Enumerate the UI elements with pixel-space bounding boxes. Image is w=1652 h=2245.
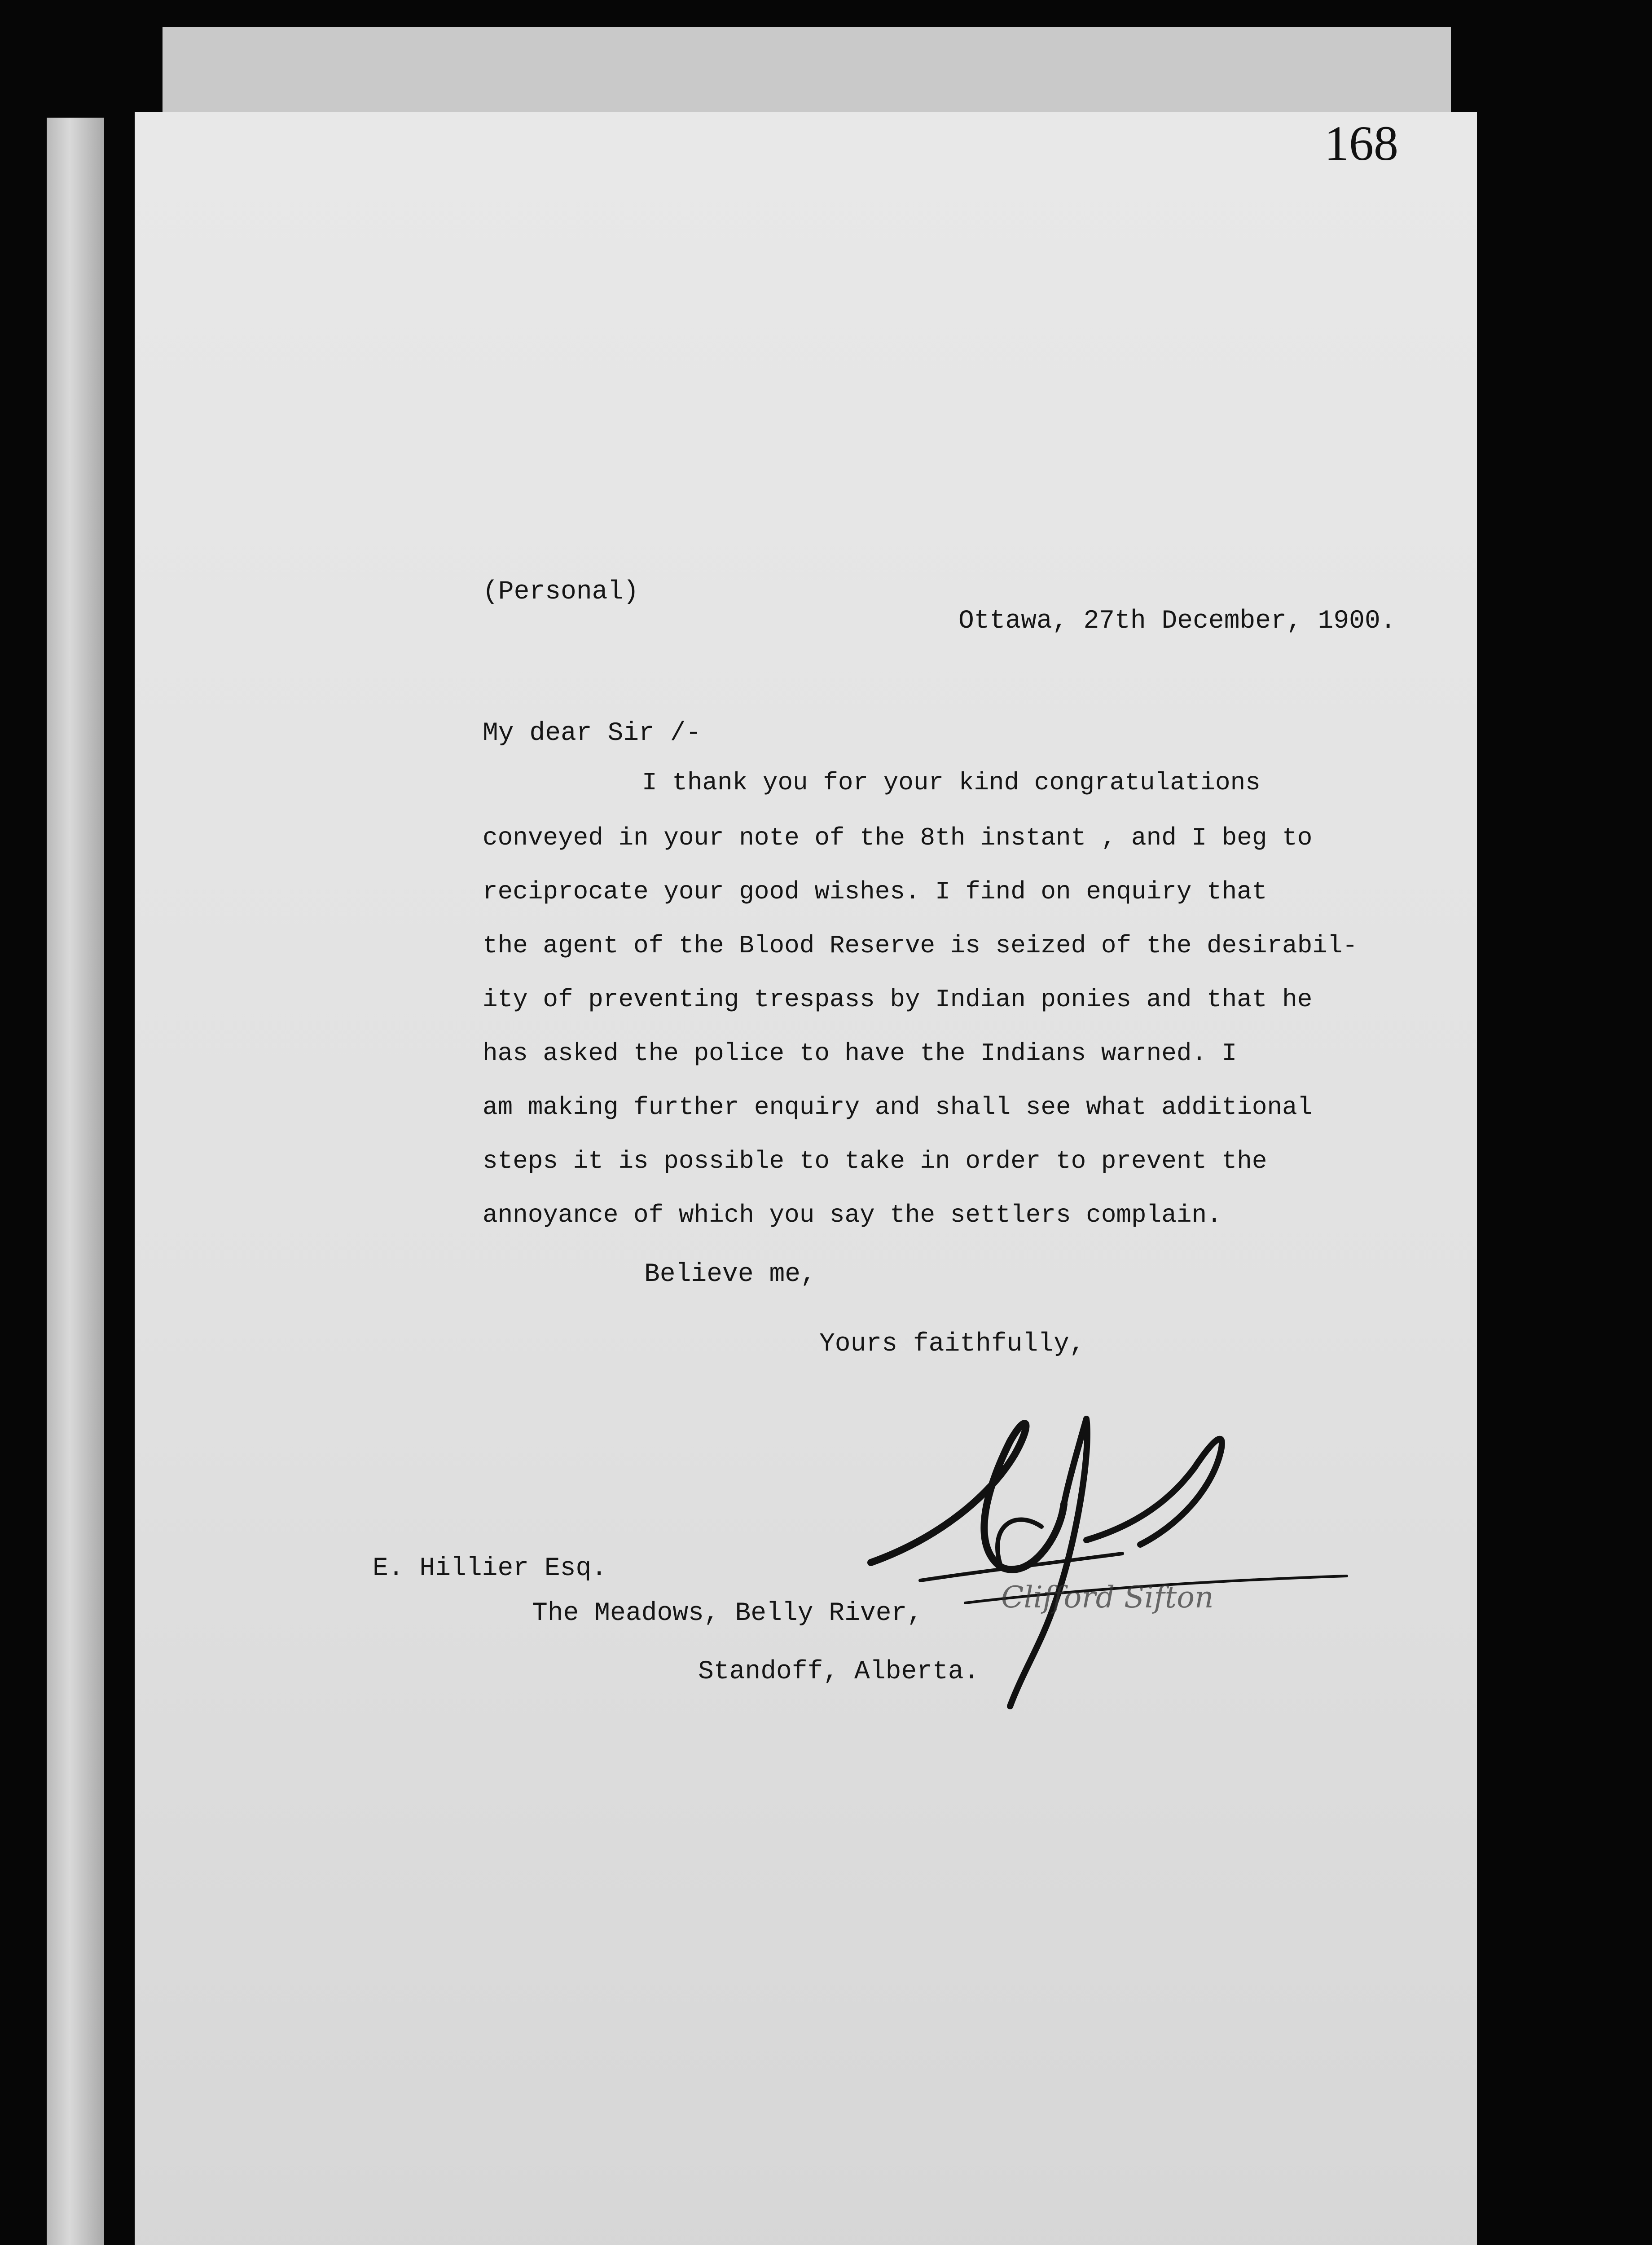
letter-page: [135, 112, 1477, 2245]
personal-marking: (Personal): [483, 577, 639, 607]
address-line: Standoff, Alberta.: [698, 1657, 980, 1686]
dateline: Ottawa, 27th December, 1900.: [958, 607, 1396, 636]
body-line: reciprocate your good wishes. I find on enquiry that: [483, 877, 1267, 906]
svg-text:Clifford Sifton: Clifford Sifton: [1001, 1580, 1214, 1615]
closing: Yours faithfully,: [819, 1329, 1085, 1359]
address-line: The Meadows, Belly River,: [532, 1599, 923, 1628]
salutation: My dear Sir /-: [483, 719, 702, 748]
body-line: conveyed in your note of the 8th instant , and I beg to: [483, 823, 1313, 852]
binding-edge-strip: [47, 118, 104, 2245]
body-line: am making further enquiry and shall see what additional: [483, 1093, 1313, 1122]
body-line: has asked the police to have the Indians warned. I: [483, 1039, 1237, 1068]
handwritten-signature: [853, 1392, 1374, 1760]
page-number: 168: [1324, 116, 1398, 171]
body-line: annoyance of which you say the settlers complain.: [483, 1201, 1222, 1229]
body-line: the agent of the Blood Reserve is seized of the desirabil-: [483, 931, 1358, 960]
body-line: I thank you for your kind congratulations: [642, 768, 1261, 797]
body-line: ity of preventing trespass by Indian ponies and that he: [483, 985, 1313, 1014]
body-line: steps it is possible to take in order to prevent the: [483, 1147, 1267, 1175]
believe-me: Believe me,: [644, 1260, 816, 1289]
address-recipient: E. Hillier Esq.: [373, 1554, 607, 1583]
